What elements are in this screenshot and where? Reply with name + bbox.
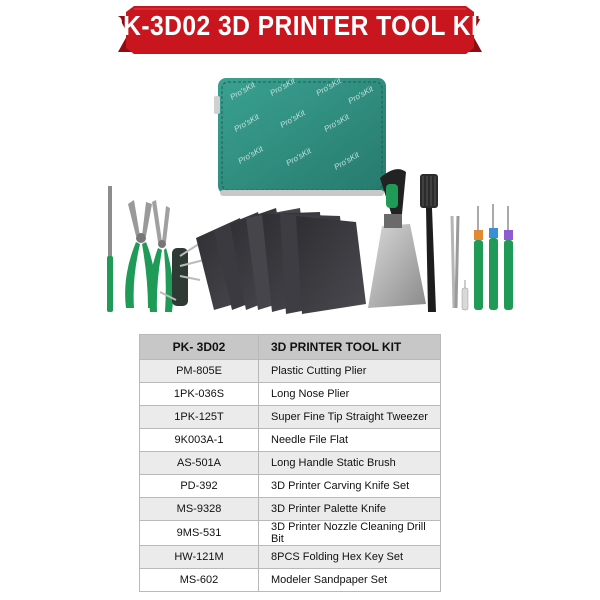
title-banner [0,0,600,62]
needle-file-icon [107,186,113,312]
case-logo-5: Pro'sKit [232,112,261,134]
product-photo [0,66,600,328]
row-description: Long Handle Static Brush [259,452,441,475]
spec-table [139,334,441,592]
table-row [140,406,441,429]
case-logo-10: Pro'sKit [332,150,361,172]
header-description: 3D PRINTER TOOL KIT [259,335,441,360]
row-description: Plastic Cutting Plier [259,360,441,383]
row-description: 3D Printer Palette Knife [259,498,441,521]
sandpaper-set-icon [196,208,366,314]
case-logo-9: Pro'sKit [284,146,313,168]
case-logo-4: Pro'sKit [346,84,375,106]
row-model: PM-805E [140,360,259,383]
row-description: Modeler Sandpaper Set [259,569,441,592]
case-logo-1: Pro'sKit [228,80,257,102]
page-title: PK-3D02 3D PRINTER TOOL KIT [106,10,494,41]
tool-case [214,76,386,196]
case-logo-3: Pro'sKit [314,76,343,98]
row-description: 3D Printer Nozzle Cleaning Drill Bit [259,521,441,546]
row-model: HW-121M [140,546,259,569]
row-model: PD-392 [140,475,259,498]
row-model: MS-602 [140,569,259,592]
case-logo-6: Pro'sKit [278,108,307,130]
row-model: MS-9328 [140,498,259,521]
case-logo-7: Pro'sKit [322,112,351,134]
tweezer-icon [452,216,458,308]
case-logo-8: Pro'sKit [236,144,265,166]
table-row [140,383,441,406]
row-model: 1PK-036S [140,383,259,406]
nozzle-drill-bit-icon [462,280,468,310]
row-model: 9K003A-1 [140,429,259,452]
row-description: 3D Printer Carving Knife Set [259,475,441,498]
table-row [140,546,441,569]
row-description: Super Fine Tip Straight Tweezer [259,406,441,429]
case-logo-2: Pro'sKit [268,76,297,98]
row-description: 8PCS Folding Hex Key Set [259,546,441,569]
row-description: Long Nose Plier [259,383,441,406]
long-nose-plier-icon [149,200,173,312]
row-model: 1PK-125T [140,406,259,429]
row-description: Needle File Flat [259,429,441,452]
header-model: PK- 3D02 [140,335,259,360]
row-model: AS-501A [140,452,259,475]
table-row [140,475,441,498]
table-row [140,498,441,521]
carving-knife-set-icon [474,204,513,310]
table-row [140,569,441,592]
row-model: 9MS-531 [140,521,259,546]
table-row [140,521,441,546]
table-row [140,360,441,383]
table-row [140,429,441,452]
table-header-row [140,335,441,360]
table-row [140,452,441,475]
